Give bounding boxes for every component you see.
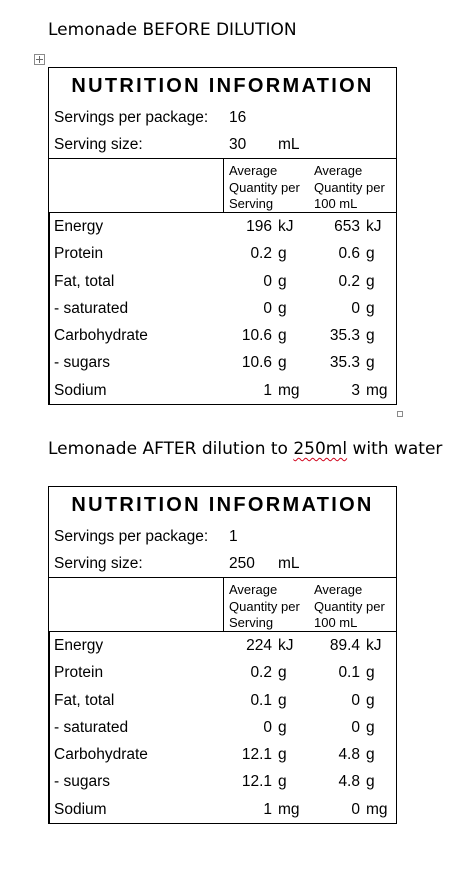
per-100ml-value: 35.3: [329, 327, 360, 345]
per-100ml-unit: g: [366, 327, 375, 345]
nutrient-label: Energy: [54, 637, 104, 654]
nutrient-label: Protein: [54, 245, 104, 263]
nutrient-row: [49, 322, 396, 349]
per-serving-value: 12.1: [241, 773, 272, 791]
per-100ml-unit: kJ: [366, 637, 382, 654]
per-serving-value: 0: [263, 299, 272, 317]
per-100ml-value: 0: [351, 299, 360, 317]
per-100ml-value: 0: [351, 691, 360, 709]
nutrient-label: - sugars: [54, 354, 110, 372]
nutrient-label: Carbohydrate: [54, 746, 148, 764]
per-serving-unit: g: [278, 746, 287, 764]
nutrition-panel-after: [48, 486, 397, 824]
per-100ml-unit: g: [366, 718, 375, 736]
per-serving-unit: g: [278, 691, 287, 709]
per-serving-unit: g: [278, 718, 287, 736]
servings-row: [49, 523, 396, 550]
per-serving-unit: g: [278, 272, 287, 290]
per-serving-value: 224: [246, 637, 272, 654]
per-100ml-value: 35.3: [329, 354, 360, 372]
per-100ml-unit: g: [366, 773, 375, 791]
nutrient-row: [49, 768, 396, 795]
col-per-100ml-header: Average Quantity per 100 mL: [314, 582, 385, 630]
heading-after: [48, 439, 442, 459]
per-serving-value: 1: [263, 800, 272, 818]
per-100ml-value: 4.8: [338, 746, 360, 764]
per-serving-unit: mg: [278, 381, 300, 399]
servings-row: [49, 104, 396, 131]
nutrient-label: Fat, total: [54, 691, 115, 709]
serving-size-unit: mL: [278, 136, 300, 153]
per-serving-value: 0.2: [250, 664, 272, 682]
nutrient-label: - saturated: [54, 299, 129, 317]
nutrient-label: Sodium: [54, 381, 107, 399]
per-serving-value: 10.6: [241, 327, 272, 345]
serving-size-row: [49, 550, 396, 577]
nutrient-label: - saturated: [54, 718, 129, 736]
column-divider: [223, 578, 224, 631]
per-serving-unit: g: [278, 354, 287, 372]
nutrient-rows: [49, 632, 396, 823]
per-serving-unit: g: [278, 245, 287, 263]
nutrient-label: Carbohydrate: [54, 327, 148, 345]
nutrient-row: [49, 714, 396, 741]
nutrient-row: [49, 240, 396, 267]
per-serving-unit: g: [278, 299, 287, 317]
table-resize-handle[interactable]: [397, 411, 403, 417]
col-per-100ml-header: Average Quantity per 100 mL: [314, 163, 385, 211]
per-100ml-value: 0: [351, 800, 360, 818]
per-serving-unit: kJ: [278, 218, 294, 235]
nutrient-row: [49, 659, 396, 686]
per-100ml-value: 3: [351, 381, 360, 399]
per-100ml-unit: g: [366, 691, 375, 709]
column-headers: [49, 158, 396, 213]
spellcheck-word: 250ml: [293, 439, 348, 459]
serving-size-row: [49, 131, 396, 158]
per-100ml-value: 4.8: [338, 773, 360, 791]
per-100ml-value: 0: [351, 718, 360, 736]
serving-size-label: Serving size:: [54, 555, 143, 572]
nutrient-label: Fat, total: [54, 272, 115, 290]
panel-title: NUTRITION INFORMATION: [71, 494, 374, 516]
nutrient-row: [49, 377, 396, 404]
per-100ml-unit: g: [366, 299, 375, 317]
column-divider: [223, 159, 224, 212]
per-100ml-value: 653: [334, 218, 360, 235]
per-100ml-value: 0.2: [338, 272, 360, 290]
per-serving-value: 196: [246, 218, 272, 235]
per-serving-unit: kJ: [278, 637, 294, 654]
heading-after-part1: Lemonade AFTER dilution to: [48, 439, 294, 459]
per-serving-value: 10.6: [241, 354, 272, 372]
serving-size-unit: mL: [278, 555, 300, 572]
per-100ml-unit: g: [366, 272, 375, 290]
servings-value: 1: [229, 528, 238, 545]
per-serving-value: 0: [263, 718, 272, 736]
per-serving-unit: g: [278, 664, 287, 682]
heading-before: Lemonade BEFORE DILUTION: [48, 20, 297, 40]
per-100ml-value: 0.6: [338, 245, 360, 263]
per-serving-value: 0.2: [250, 245, 272, 263]
per-100ml-unit: mg: [366, 381, 388, 399]
serving-size-label: Serving size:: [54, 136, 143, 153]
serving-size-value: 30: [229, 136, 247, 153]
nutrient-row: [49, 796, 396, 823]
per-serving-value: 12.1: [241, 746, 272, 764]
servings-label: Servings per package:: [54, 109, 209, 126]
nutrient-label: Sodium: [54, 800, 107, 818]
servings-value: 16: [229, 109, 247, 126]
panel-title: NUTRITION INFORMATION: [71, 75, 374, 97]
nutrient-label: Protein: [54, 664, 104, 682]
per-serving-value: 0: [263, 272, 272, 290]
nutrient-row: [49, 349, 396, 376]
nutrition-panel-before: [48, 67, 397, 405]
per-serving-unit: g: [278, 773, 287, 791]
col-per-serving-header: Average Quantity per Serving: [229, 582, 300, 630]
column-headers: [49, 577, 396, 632]
per-100ml-unit: kJ: [366, 218, 382, 235]
nutrient-row: [49, 687, 396, 714]
servings-label: Servings per package:: [54, 528, 209, 545]
nutrient-row: [49, 741, 396, 768]
per-serving-value: 0.1: [250, 691, 272, 709]
nutrient-rows: [49, 213, 396, 404]
per-100ml-unit: g: [366, 664, 375, 682]
heading-after-part2: with water: [347, 439, 443, 459]
per-100ml-unit: g: [366, 354, 375, 372]
col-per-serving-header: Average Quantity per Serving: [229, 163, 300, 211]
nutrient-row: [49, 268, 396, 295]
per-100ml-unit: g: [366, 245, 375, 263]
nutrient-row: [49, 295, 396, 322]
per-100ml-unit: g: [366, 746, 375, 764]
per-100ml-unit: mg: [366, 800, 388, 818]
nutrient-label: Energy: [54, 218, 104, 235]
per-serving-value: 1: [263, 381, 272, 399]
nutrient-label: - sugars: [54, 773, 110, 791]
nutrient-row: [49, 632, 396, 659]
per-serving-unit: g: [278, 327, 287, 345]
serving-size-value: 250: [229, 555, 255, 572]
nutrient-row: [49, 213, 396, 240]
per-serving-unit: mg: [278, 800, 300, 818]
per-100ml-value: 0.1: [338, 664, 360, 682]
table-move-handle[interactable]: [34, 54, 45, 65]
per-100ml-value: 89.4: [329, 637, 360, 654]
